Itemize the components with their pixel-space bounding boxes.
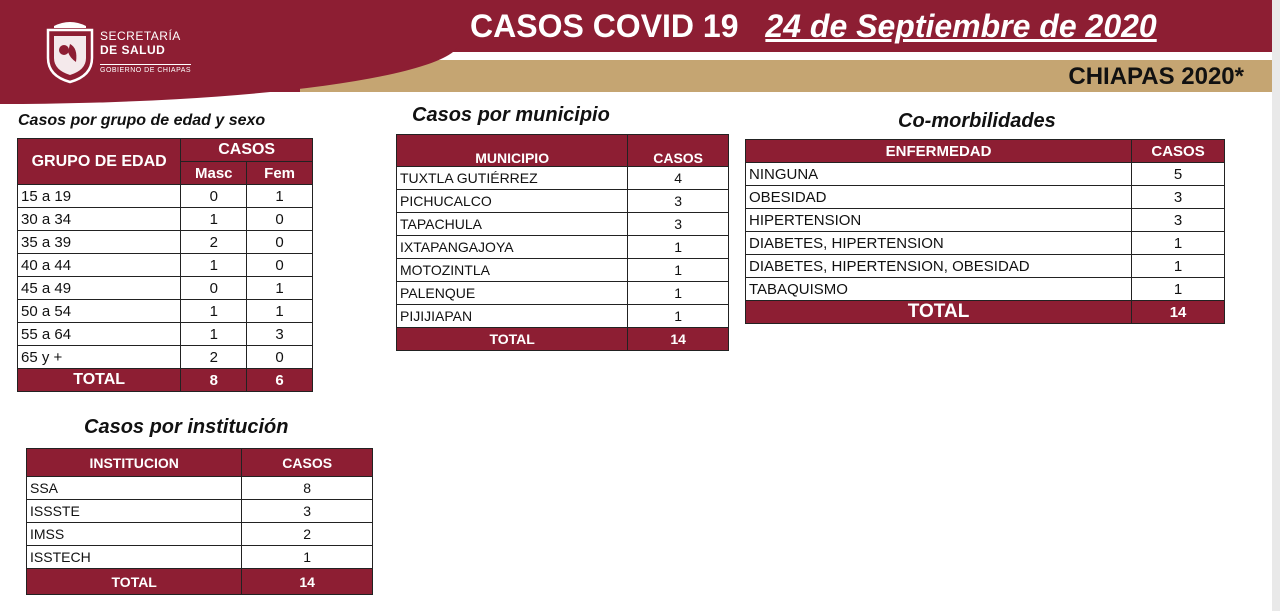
institution-table xyxy=(26,448,373,595)
enfermedad-casos: 5 xyxy=(1132,163,1225,186)
total-label: TOTAL xyxy=(18,369,181,392)
fem-value: 0 xyxy=(247,208,313,231)
municipio-name: TAPACHULA xyxy=(397,213,628,236)
table-row xyxy=(27,523,373,546)
col-header-institucion: INSTITUCION xyxy=(27,449,242,477)
table-row xyxy=(397,167,729,190)
total-row xyxy=(397,328,729,351)
table-row xyxy=(397,190,729,213)
enfermedad-name: HIPERTENSION xyxy=(746,209,1132,232)
table-row xyxy=(27,546,373,569)
total-label: TOTAL xyxy=(27,569,242,595)
table-row xyxy=(18,208,313,231)
municipio-casos: 1 xyxy=(628,259,729,282)
age-group: 35 a 39 xyxy=(18,231,181,254)
table-row xyxy=(18,231,313,254)
total-row xyxy=(27,569,373,595)
logo-text xyxy=(100,30,191,75)
municipio-name: MOTOZINTLA xyxy=(397,259,628,282)
municipio-casos: 1 xyxy=(628,305,729,328)
section-title-municipio: Casos por municipio xyxy=(412,104,610,126)
masc-value: 1 xyxy=(181,208,247,231)
section-title-institucion: Casos por institución xyxy=(84,416,289,438)
age-group: 50 a 54 xyxy=(18,300,181,323)
table-row xyxy=(397,236,729,259)
institucion-name: ISSSTE xyxy=(27,500,242,523)
col-header-casos: CASOS xyxy=(628,135,729,167)
table-row xyxy=(18,185,313,208)
masc-value: 2 xyxy=(181,346,247,369)
age-group: 15 a 19 xyxy=(18,185,181,208)
institucion-casos: 3 xyxy=(242,500,373,523)
enfermedad-name: TABAQUISMO xyxy=(746,278,1132,301)
enfermedad-name: DIABETES, HIPERTENSION, OBESIDAD xyxy=(746,255,1132,278)
institucion-casos: 8 xyxy=(242,477,373,500)
table-row xyxy=(18,346,313,369)
col-header-municipio: MUNICIPIO xyxy=(397,135,628,167)
table-row xyxy=(746,186,1225,209)
region-subtitle: CHIAPAS 2020* xyxy=(1068,63,1244,90)
municipality-table xyxy=(396,134,729,351)
total-value: 14 xyxy=(628,328,729,351)
age-group: 45 a 49 xyxy=(18,277,181,300)
enfermedad-casos: 1 xyxy=(1132,232,1225,255)
total-masc: 8 xyxy=(181,369,247,392)
municipio-casos: 1 xyxy=(628,236,729,259)
table-row xyxy=(397,213,729,236)
institucion-casos: 1 xyxy=(242,546,373,569)
institucion-name: ISSTECH xyxy=(27,546,242,569)
col-header-enfermedad: ENFERMEDAD xyxy=(746,140,1132,163)
fem-value: 0 xyxy=(247,231,313,254)
total-label: TOTAL xyxy=(746,301,1132,324)
fem-value: 0 xyxy=(247,254,313,277)
report-date: 24 de Septiembre de 2020 xyxy=(765,8,1157,44)
fem-value: 1 xyxy=(247,277,313,300)
table-row xyxy=(18,254,313,277)
total-row xyxy=(18,369,313,392)
masc-value: 2 xyxy=(181,231,247,254)
municipio-name: IXTAPANGAJOYA xyxy=(397,236,628,259)
table-row xyxy=(397,282,729,305)
fem-value: 0 xyxy=(247,346,313,369)
table-row xyxy=(397,305,729,328)
total-label: TOTAL xyxy=(397,328,628,351)
table-row xyxy=(746,163,1225,186)
municipio-casos: 3 xyxy=(628,213,729,236)
fem-value: 1 xyxy=(247,185,313,208)
section-title-edad: Casos por grupo de edad y sexo xyxy=(18,112,266,129)
enfermedad-casos: 3 xyxy=(1132,209,1225,232)
enfermedad-name: NINGUNA xyxy=(746,163,1132,186)
table-row xyxy=(746,209,1225,232)
table-row xyxy=(18,277,313,300)
comorbidities-table xyxy=(745,139,1225,324)
age-group: 30 a 34 xyxy=(18,208,181,231)
masc-value: 1 xyxy=(181,300,247,323)
total-value: 14 xyxy=(242,569,373,595)
municipio-casos: 3 xyxy=(628,190,729,213)
table-row xyxy=(746,232,1225,255)
municipio-name: PIJIJIAPAN xyxy=(397,305,628,328)
table-row xyxy=(27,500,373,523)
table-row xyxy=(18,323,313,346)
logo-line-2: DE SALUD xyxy=(100,42,166,57)
col-header-masc: Masc xyxy=(181,162,247,185)
municipio-name: PALENQUE xyxy=(397,282,628,305)
col-header-fem: Fem xyxy=(247,162,313,185)
table-row xyxy=(18,300,313,323)
section-title-comorbilidades: Co-morbilidades xyxy=(898,110,1056,132)
enfermedad-casos: 3 xyxy=(1132,186,1225,209)
masc-value: 0 xyxy=(181,277,247,300)
masc-value: 1 xyxy=(181,323,247,346)
municipio-name: PICHUCALCO xyxy=(397,190,628,213)
enfermedad-casos: 1 xyxy=(1132,278,1225,301)
logo-line-1: SECRETARÍA xyxy=(100,29,181,43)
enfermedad-name: DIABETES, HIPERTENSION xyxy=(746,232,1132,255)
masc-value: 0 xyxy=(181,185,247,208)
institucion-casos: 2 xyxy=(242,523,373,546)
title-text: CASOS COVID 19 xyxy=(470,8,739,44)
age-group: 40 a 44 xyxy=(18,254,181,277)
total-value: 14 xyxy=(1132,301,1225,324)
institucion-name: IMSS xyxy=(27,523,242,546)
total-row xyxy=(746,301,1225,324)
table-row xyxy=(746,255,1225,278)
col-header-casos: CASOS xyxy=(1132,140,1225,163)
state-seal-icon xyxy=(44,18,96,84)
enfermedad-name: OBESIDAD xyxy=(746,186,1132,209)
fem-value: 1 xyxy=(247,300,313,323)
fem-value: 3 xyxy=(247,323,313,346)
table-row xyxy=(397,259,729,282)
age-sex-table xyxy=(17,138,313,392)
municipio-casos: 4 xyxy=(628,167,729,190)
age-group: 65 y + xyxy=(18,346,181,369)
table-row xyxy=(27,477,373,500)
institucion-name: SSA xyxy=(27,477,242,500)
page-title xyxy=(470,6,1157,46)
age-group: 55 a 64 xyxy=(18,323,181,346)
enfermedad-casos: 1 xyxy=(1132,255,1225,278)
col-header-casos: CASOS xyxy=(181,139,313,162)
page-edge xyxy=(1272,0,1280,611)
total-fem: 6 xyxy=(247,369,313,392)
municipio-casos: 1 xyxy=(628,282,729,305)
col-header-casos: CASOS xyxy=(242,449,373,477)
masc-value: 1 xyxy=(181,254,247,277)
col-header-grupo: GRUPO DE EDAD xyxy=(18,139,181,185)
municipio-name: TUXTLA GUTIÉRREZ xyxy=(397,167,628,190)
logo-line-3: GOBIERNO DE CHIAPAS xyxy=(100,64,191,75)
table-row xyxy=(746,278,1225,301)
